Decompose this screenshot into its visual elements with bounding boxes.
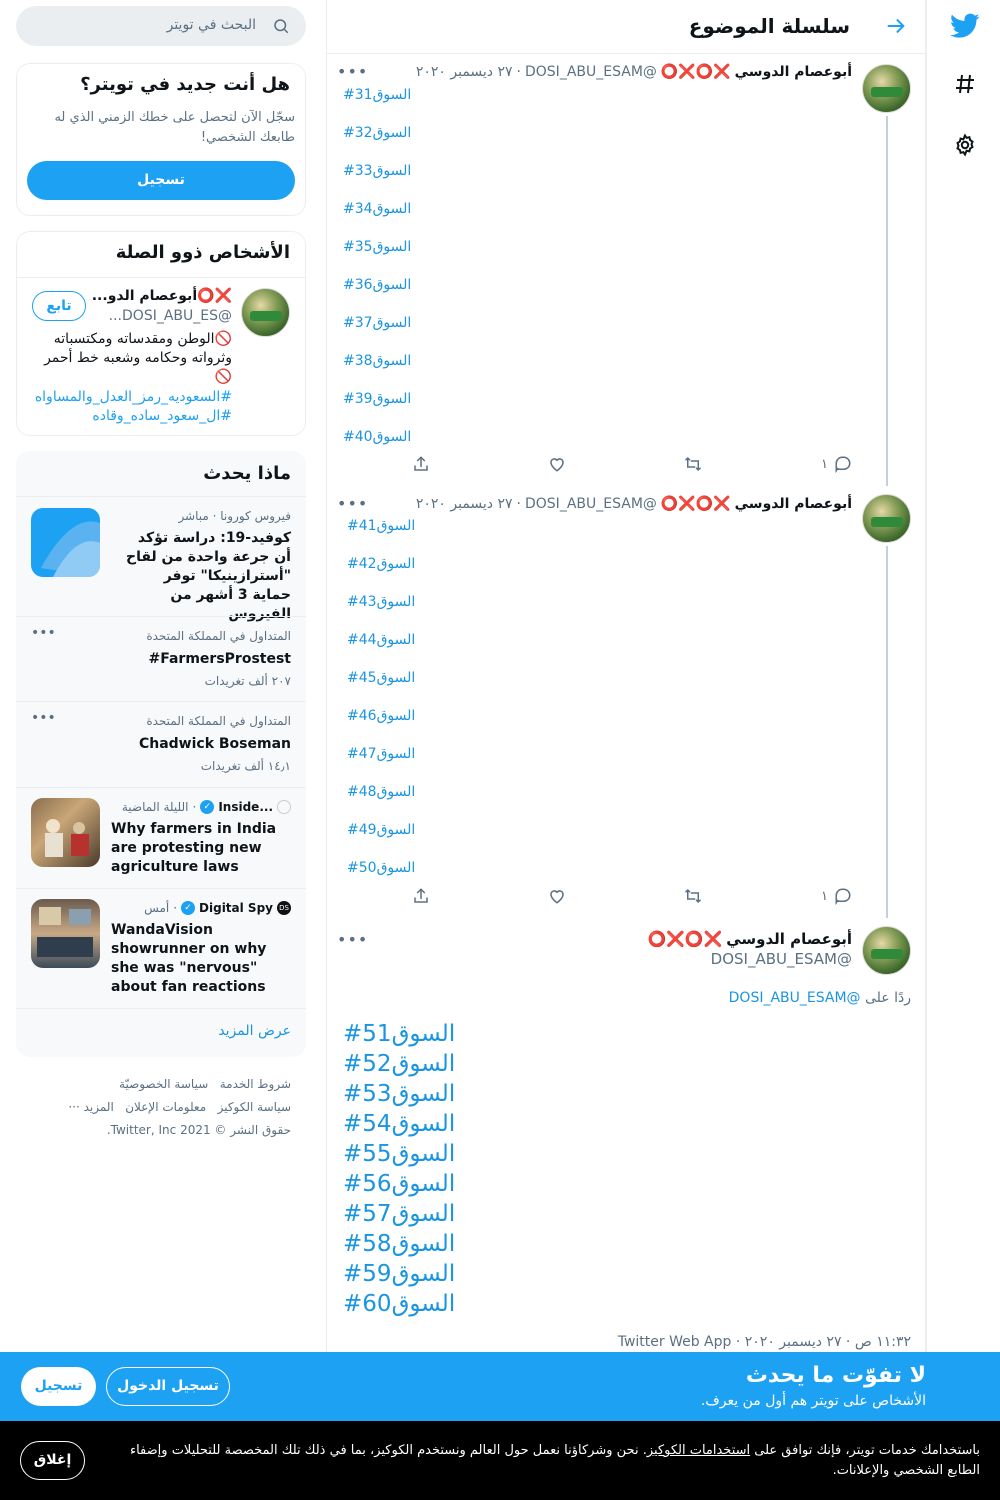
card-title: الأشخاص ذوو الصلة xyxy=(115,242,290,263)
reply-to xyxy=(729,990,911,1006)
twitter-bird-icon[interactable] xyxy=(947,8,983,44)
search-box[interactable] xyxy=(16,6,306,46)
tweet-user-line xyxy=(416,496,852,512)
hashtag-link[interactable]: #السوق45 xyxy=(347,670,416,686)
news-source: Inside... xyxy=(218,800,273,814)
retweet-icon xyxy=(683,887,703,905)
heart-icon xyxy=(548,887,566,905)
hashtag-link[interactable]: #السوق54 xyxy=(343,1111,456,1137)
news-title: WandaVision showrunner on why she was "nervous" about fan reactions xyxy=(111,922,267,995)
hashtag-link[interactable]: #السوق40 xyxy=(343,429,412,445)
user-handle[interactable]: @DOSI_ABU_ESAM xyxy=(710,950,852,968)
retweet-icon xyxy=(683,455,703,473)
separator: · xyxy=(516,496,521,512)
thread-header xyxy=(327,0,925,54)
trend-count: ١٤٫١ ألف تغريدات xyxy=(200,759,291,773)
reply-button[interactable] xyxy=(821,887,852,905)
hashtag-link[interactable]: #السوق32 xyxy=(343,125,412,141)
hashtag-row xyxy=(343,342,411,380)
hashtag-link[interactable]: #السوق31 xyxy=(343,87,412,103)
avatar[interactable] xyxy=(241,288,290,337)
cookie-banner xyxy=(0,1421,1000,1500)
hashtag-row xyxy=(343,190,411,228)
heart-icon xyxy=(548,455,566,473)
sidebar-footer xyxy=(68,1073,291,1142)
hashtag-link[interactable]: #السوق41 xyxy=(347,518,416,534)
hashtag-row xyxy=(347,621,415,659)
retweet-button[interactable] xyxy=(683,887,703,905)
hashtag-row xyxy=(347,735,415,773)
divider xyxy=(17,277,305,278)
hashtag-row xyxy=(343,1259,455,1289)
signup-button[interactable]: تسجيل xyxy=(21,1367,96,1406)
reply-to-handle[interactable]: @DOSI_ABU_ESAM xyxy=(728,990,861,1006)
privacy-link[interactable]: سياسة الخصوصيّة xyxy=(119,1077,209,1091)
more-icon[interactable]: ••• xyxy=(337,930,369,949)
hashtag-row xyxy=(343,1139,455,1169)
avatar[interactable] xyxy=(862,926,911,975)
trend-item-covid[interactable] xyxy=(16,496,306,622)
cookie-text-pre: باستخدامك خدمات تويتر، فإنك توافق على xyxy=(754,1443,980,1458)
user-emoji: ❌⭕❌⭕ xyxy=(660,64,731,80)
reply-count: ١ xyxy=(821,456,828,472)
thread-line xyxy=(886,116,888,486)
source-logo-icon xyxy=(277,800,291,814)
share-icon xyxy=(412,455,430,473)
hashtag-link[interactable]: #السوق51 xyxy=(343,1021,456,1047)
news-meta: Inside... ✓ · الليلة الماضية xyxy=(122,800,291,814)
hashtag-link[interactable]: #السوق56 xyxy=(343,1171,456,1197)
ads-info-link[interactable]: معلومات الإعلان xyxy=(125,1100,207,1114)
reply-button[interactable] xyxy=(821,455,852,473)
divider xyxy=(16,1008,306,1009)
hashtag-row xyxy=(343,1019,455,1049)
hashtag-row xyxy=(343,1199,455,1229)
hashtag-link[interactable]: #السوق46 xyxy=(347,708,416,724)
avatar[interactable] xyxy=(862,64,911,113)
like-button[interactable] xyxy=(548,455,566,473)
hashtag-row xyxy=(343,76,411,114)
show-more-link[interactable]: عرض المزيد xyxy=(218,1023,291,1039)
tweet-date[interactable]: ٢٧ ديسمبر ٢٠٢٠ xyxy=(415,496,513,512)
search-icon xyxy=(272,17,290,39)
user-handle[interactable]: @DOSI_ABU_ESAM xyxy=(525,496,657,512)
more-icon[interactable]: ••• xyxy=(31,710,56,726)
hashtag-link[interactable]: #السوق34 xyxy=(343,201,412,217)
trend-meta: المتداول في المملكة المتحدة xyxy=(146,629,291,643)
user-emoji: ❌⭕❌⭕ xyxy=(647,930,723,948)
hashtag-link[interactable]: #السوق49 xyxy=(347,822,416,838)
hashtag-row xyxy=(343,1109,455,1139)
reply-icon xyxy=(834,455,852,473)
user-emoji: ❌⭕ xyxy=(197,288,232,304)
page-title: سلسلة الموضوع xyxy=(688,14,850,38)
hashtag-link[interactable]: #السوق39 xyxy=(343,391,412,407)
whats-happening-card xyxy=(16,451,306,1057)
hashtag-link[interactable]: #السوق42 xyxy=(347,556,416,572)
hashtag-row xyxy=(343,114,411,152)
trend-meta: فيروس كورونا · مباشر xyxy=(178,509,291,523)
news-thumbnail xyxy=(31,798,100,867)
tweet-actions xyxy=(412,887,852,905)
verified-icon: ✓ xyxy=(200,800,214,814)
hashtag-row xyxy=(347,583,415,621)
signup-bar xyxy=(0,1352,1000,1421)
hashtag-link[interactable]: #السوق35 xyxy=(343,239,412,255)
tweet-timestamp[interactable]: ١١:٣٢ ص · ٢٧ ديسمبر ٢٠٢٠ · Twitter Web App xyxy=(617,1334,911,1350)
cookies-link[interactable]: سياسة الكوكيز xyxy=(217,1100,291,1114)
verified-icon: ✓ xyxy=(181,901,195,915)
hashtag-row xyxy=(343,1169,455,1199)
user-name: أبوعصام الدو... xyxy=(91,288,198,304)
hashtag-row xyxy=(343,1049,455,1079)
trend-title: #FarmersProstest xyxy=(148,651,291,667)
relevant-user-name[interactable] xyxy=(92,288,232,304)
hashtag-link[interactable]: #السوق57 xyxy=(343,1201,456,1227)
hashtag-link[interactable]: #السوق38 xyxy=(343,353,412,369)
primary-nav xyxy=(926,0,1000,1360)
cookie-policy-link[interactable]: استخدامات الكوكيز xyxy=(646,1443,751,1458)
trend-title: كوفيد-19: دراسة تؤكد أن جرعة واحدة من لقاح "أسترازينيكا" توفر حماية 3 أشهر من الفيروس xyxy=(126,530,291,622)
hashtag-link[interactable]: #السوق47 xyxy=(347,746,416,762)
reply-icon xyxy=(834,887,852,905)
share-button[interactable] xyxy=(412,887,430,905)
user-emoji: ❌⭕❌⭕ xyxy=(660,496,731,512)
more-icon[interactable]: ••• xyxy=(337,494,369,513)
thread-line xyxy=(886,546,888,918)
news-meta: DS Digital Spy ✓ · أمس xyxy=(144,901,291,915)
terms-link[interactable]: شروط الخدمة xyxy=(219,1077,291,1091)
cookie-text xyxy=(95,1441,980,1481)
signup-bar-subtitle: الأشخاص على تويتر هم أول من يعرف. xyxy=(700,1393,926,1409)
news-title: Why farmers in India are protesting new agriculture laws xyxy=(111,821,277,875)
hashtag-link[interactable]: #السوق53 xyxy=(343,1081,456,1107)
hashtag-link[interactable]: #السوق58 xyxy=(343,1231,456,1257)
avatar[interactable] xyxy=(862,494,911,543)
hashtag-row xyxy=(343,380,411,418)
like-button[interactable] xyxy=(548,887,566,905)
hashtag-row xyxy=(343,266,411,304)
follow-button[interactable]: تابع xyxy=(32,291,86,321)
tweet-actions xyxy=(412,455,852,473)
new-to-twitter-card xyxy=(16,63,306,216)
reply-to-label: ردًا على xyxy=(865,990,911,1006)
tweet-user-line xyxy=(648,930,852,948)
hashtag-link[interactable]: #السوق43 xyxy=(347,594,416,610)
trend-meta: المتداول في المملكة المتحدة xyxy=(146,714,291,728)
hashtag-link[interactable]: #السوق59 xyxy=(343,1261,456,1287)
user-name[interactable]: أبوعصام الدوسي xyxy=(726,930,852,948)
hashtag-row xyxy=(347,849,415,887)
hashtag-link[interactable]: #السوق36 xyxy=(343,277,412,293)
login-button[interactable]: تسجيل الدخول xyxy=(106,1367,230,1406)
gear-icon[interactable] xyxy=(947,127,983,163)
relevant-user-bio: 🚫الوطن ومقدساته ومكتسباته وثرواته وحكامه وشعبه خط أحمر🚫 xyxy=(44,331,232,385)
share-button[interactable] xyxy=(412,455,430,473)
search-input[interactable]: البحث في تويتر xyxy=(166,17,256,33)
trend-title: Chadwick Boseman xyxy=(138,736,291,752)
user-name[interactable]: أبوعصام الدوسي xyxy=(734,64,852,80)
news-time: أمس xyxy=(144,901,170,915)
hashtag-row xyxy=(347,545,415,583)
hashtag-link[interactable]: #السوق44 xyxy=(347,632,416,648)
hashtag-row xyxy=(343,152,411,190)
signup-bar-title: لا تفوّت ما يحدث xyxy=(745,1363,926,1388)
news-item-wandavision[interactable] xyxy=(16,888,306,1008)
card-title: هل أنت جديد في تويتر؟ xyxy=(80,74,290,95)
tweet-date[interactable]: ٢٧ ديسمبر ٢٠٢٠ xyxy=(415,64,513,80)
relevant-user-handle: @DOSI_ABU_ES... xyxy=(108,308,232,324)
news-source: Digital Spy xyxy=(199,901,273,915)
tweet-focused xyxy=(327,918,927,1360)
hashtag-list xyxy=(343,76,411,456)
news-time: الليلة الماضية xyxy=(121,800,189,814)
hashtag-link[interactable]: #السوق50 xyxy=(347,860,416,876)
cookie-text-post: . نحن وشركاؤنا نعمل حول العالم ونستخدم الكوكيز، بما في ذلك تلك المخصصة للتحليلات وإضفاء الطابع الشخصي والإعلانات. xyxy=(129,1443,980,1478)
hashtag-row xyxy=(347,659,415,697)
news-thumbnail xyxy=(31,899,100,968)
hashtag-row xyxy=(347,773,415,811)
tweet-2[interactable] xyxy=(327,486,927,918)
more-icon[interactable]: ••• xyxy=(337,62,369,81)
more-icon[interactable]: ••• xyxy=(31,625,56,641)
card-title: ماذا يحدث xyxy=(203,463,291,484)
user-name[interactable]: أبوعصام الدوسي xyxy=(734,496,852,512)
tweet-user-line xyxy=(416,64,852,80)
hashtag-row xyxy=(343,1079,455,1109)
user-handle[interactable]: @DOSI_ABU_ESAM xyxy=(525,64,657,80)
trend-item-chadwick[interactable] xyxy=(16,701,306,787)
source-logo-icon: DS xyxy=(277,901,291,915)
hashtag-row xyxy=(347,811,415,849)
retweet-button[interactable] xyxy=(683,455,703,473)
hashtag-icon[interactable] xyxy=(947,66,983,102)
hashtag-list xyxy=(343,1019,455,1319)
tweet-1[interactable] xyxy=(327,54,927,486)
hashtag-row xyxy=(343,1289,455,1319)
more-link[interactable]: المزيد ··· xyxy=(68,1100,114,1114)
hashtag-list xyxy=(347,507,415,887)
trend-thumbnail xyxy=(31,508,100,577)
close-button[interactable]: إغلاق xyxy=(20,1441,85,1480)
separator: · xyxy=(516,64,521,80)
hashtag-link[interactable]: #السوق55 xyxy=(343,1141,456,1167)
arrow-right-icon[interactable] xyxy=(885,15,907,41)
hashtag-row xyxy=(343,418,411,456)
relevant-people-card xyxy=(16,231,306,436)
news-item-india[interactable] xyxy=(16,787,306,888)
hashtag-link[interactable]: #السوق60 xyxy=(343,1291,456,1317)
trend-count: ٢٠٧ ألف تغريدات xyxy=(204,674,291,688)
hashtag-link[interactable]: #السوق52 xyxy=(343,1051,456,1077)
hashtag-row xyxy=(343,228,411,266)
hashtag-row xyxy=(347,507,415,545)
hashtag-link[interactable]: #السوق33 xyxy=(343,163,412,179)
hashtag-row xyxy=(343,304,411,342)
bio-hashtags[interactable]: #السعوديه_رمز_العدل_والمساواه #ال_سعود_ساده_وقاده xyxy=(34,389,232,424)
trend-item-farmers[interactable] xyxy=(16,616,306,701)
reply-count: ١ xyxy=(821,888,828,904)
hashtag-row xyxy=(343,1229,455,1259)
hashtag-link[interactable]: #السوق48 xyxy=(347,784,416,800)
thread-column xyxy=(326,0,926,1360)
signup-button[interactable]: تسجيل xyxy=(27,161,295,200)
hashtag-link[interactable]: #السوق37 xyxy=(343,315,412,331)
card-subtitle: سجّل الآن لتحصل على خطك الزمني الذي له طابعك الشخصي! xyxy=(54,110,295,145)
share-icon xyxy=(412,887,430,905)
copyright: حقوق النشر © 2021 Twitter, Inc. xyxy=(106,1123,291,1137)
hashtag-row xyxy=(347,697,415,735)
